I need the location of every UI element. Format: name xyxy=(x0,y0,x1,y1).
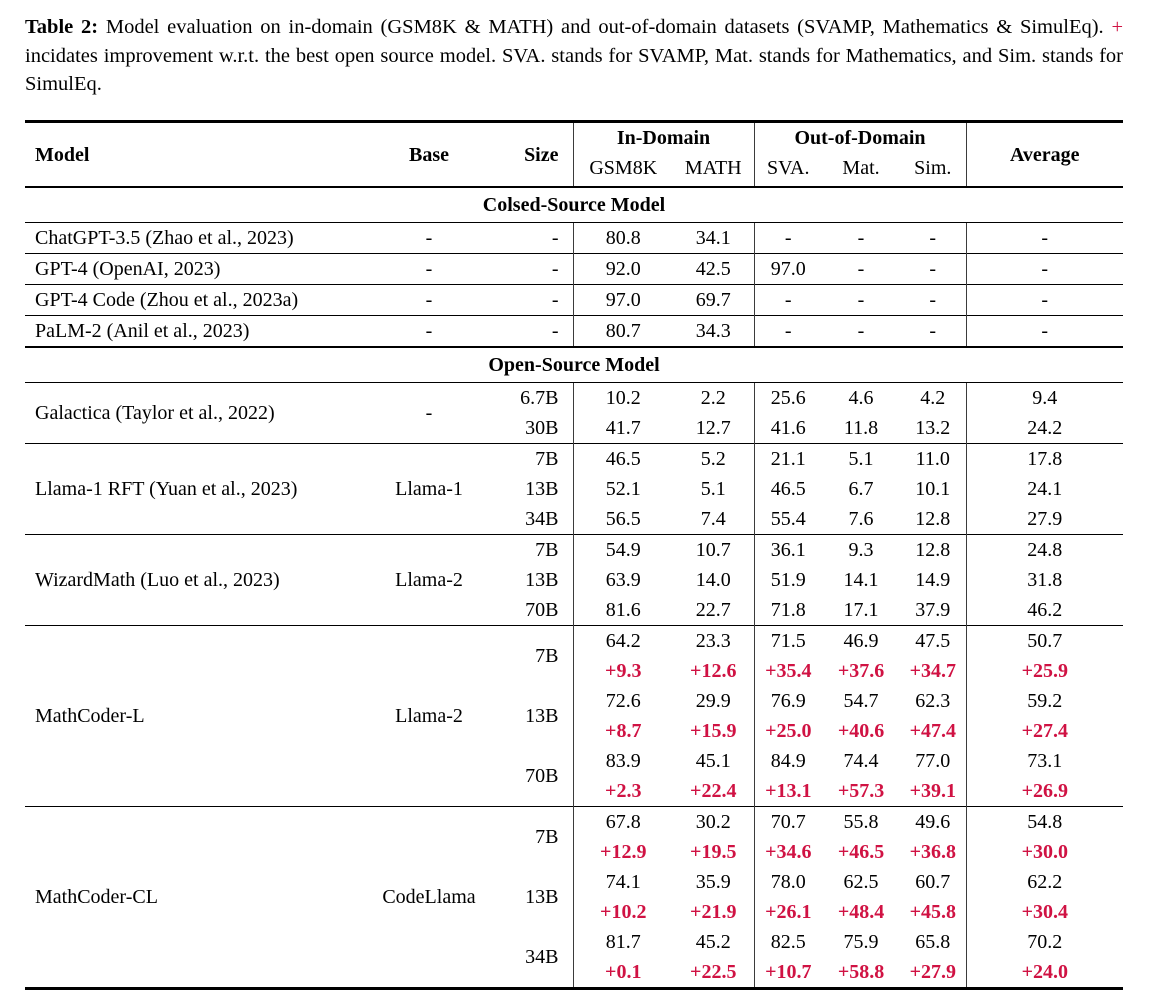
size-cell: 13B xyxy=(525,569,559,592)
score-cell: 21.1 xyxy=(754,444,822,475)
model-name-cell: WizardMath (Luo et al., 2023) xyxy=(25,535,373,626)
caption-label: Table 2: xyxy=(25,16,99,38)
score-cell: 97.0 xyxy=(573,285,673,316)
base-model-cell: - xyxy=(373,254,485,285)
model-name-cell: MathCoder-L xyxy=(25,626,373,807)
score-cell: 73.1 xyxy=(966,746,1123,776)
improvement-cell: +35.4 xyxy=(754,656,822,686)
model-name-cell: GPT-4 (OpenAI, 2023) xyxy=(25,254,373,285)
score-cell: 81.6 xyxy=(573,595,673,626)
score-cell: 5.2 xyxy=(673,444,754,475)
section-header-row xyxy=(25,347,1123,383)
size-cell: - xyxy=(485,223,573,254)
table-row xyxy=(25,535,1123,566)
header-base: Base xyxy=(409,143,449,166)
score-cell: 55.8 xyxy=(822,807,900,838)
header-simuleq: Sim. xyxy=(914,157,952,180)
header-size: Size xyxy=(524,143,559,166)
size-cell: - xyxy=(485,254,573,285)
score-cell: 56.5 xyxy=(573,504,673,535)
score-cell: 45.2 xyxy=(695,931,731,954)
score-cell: 71.5 xyxy=(754,626,822,657)
score-cell: 5.1 xyxy=(700,478,726,501)
score-cell: 63.9 xyxy=(573,565,673,595)
score-cell: - xyxy=(822,316,900,348)
score-cell: 10.1 xyxy=(915,478,951,501)
size-cell: 34B xyxy=(525,946,559,969)
section-header-row xyxy=(25,187,1123,223)
score-cell: 59.2 xyxy=(966,686,1123,716)
size-cell: 70B xyxy=(525,599,559,622)
score-cell: - xyxy=(900,254,966,285)
caption-text-after: incidates improvement w.r.t. the best open source model. SVA. stands for SVAMP, Mat. stands for Mathematics, and Sim. stands for SimulEq. xyxy=(25,44,1123,96)
score-cell: 24.8 xyxy=(966,535,1123,566)
score-cell: - xyxy=(900,285,966,316)
size-cell: 13B xyxy=(525,478,559,501)
score-cell: 92.0 xyxy=(573,254,673,285)
score-cell: 51.9 xyxy=(754,565,822,595)
score-cell: 14.0 xyxy=(695,569,731,592)
size-cell: - xyxy=(485,285,573,316)
score-cell: 72.6 xyxy=(573,686,673,716)
score-cell: 7.6 xyxy=(848,508,874,531)
header-out-of-domain: Out-of-Domain xyxy=(754,122,966,154)
improvement-cell: +34.6 xyxy=(754,837,822,867)
score-cell: 54.9 xyxy=(573,535,673,566)
base-model-cell: - xyxy=(373,316,485,348)
score-cell: 27.9 xyxy=(966,504,1123,535)
score-cell: 71.8 xyxy=(754,595,822,626)
score-cell: 17.1 xyxy=(843,599,879,622)
score-cell: 7.4 xyxy=(700,508,726,531)
score-cell: 41.7 xyxy=(573,413,673,444)
model-name-cell: ChatGPT-3.5 (Zhao et al., 2023) xyxy=(25,223,373,254)
score-cell: 46.9 xyxy=(822,626,900,657)
score-cell: 69.7 xyxy=(673,285,754,316)
improvement-cell: +21.9 xyxy=(690,901,737,924)
table-row xyxy=(25,444,1123,475)
score-cell: - xyxy=(966,316,1123,348)
score-cell: 46.2 xyxy=(966,595,1123,626)
improvement-cell: +48.4 xyxy=(837,901,885,924)
improvement-cell: +0.1 xyxy=(573,957,673,989)
improvement-cell: +37.6 xyxy=(837,660,885,683)
score-cell: 52.1 xyxy=(573,474,673,504)
score-cell: 11.8 xyxy=(843,417,879,440)
improvement-cell: +40.6 xyxy=(837,720,885,743)
score-cell: 4.2 xyxy=(900,383,966,414)
improvement-cell: +25.9 xyxy=(966,656,1123,686)
score-cell: - xyxy=(966,285,1123,316)
improvement-cell: +46.5 xyxy=(837,841,885,864)
score-cell: 12.8 xyxy=(915,508,951,531)
score-cell: 30.2 xyxy=(673,807,754,838)
improvement-cell: +9.3 xyxy=(573,656,673,686)
score-cell: 80.7 xyxy=(573,316,673,348)
section-title: Open-Source Model xyxy=(25,347,1123,383)
score-cell: - xyxy=(754,223,822,254)
score-cell: 2.2 xyxy=(673,383,754,414)
score-cell: 10.7 xyxy=(673,535,754,566)
improvement-cell: +8.7 xyxy=(573,716,673,746)
score-cell: 9.3 xyxy=(822,535,900,566)
improvement-cell: +30.0 xyxy=(966,837,1123,867)
score-cell: - xyxy=(822,223,900,254)
score-cell: 76.9 xyxy=(754,686,822,716)
score-cell: 14.1 xyxy=(843,569,879,592)
score-cell: 36.1 xyxy=(754,535,822,566)
improvement-cell: +26.9 xyxy=(966,776,1123,807)
table-caption xyxy=(25,13,1123,99)
score-cell: 11.0 xyxy=(900,444,966,475)
score-cell: 34.3 xyxy=(673,316,754,348)
results-table xyxy=(25,120,1123,990)
base-model-cell: - xyxy=(373,383,485,444)
score-cell: 37.9 xyxy=(915,599,951,622)
score-cell: 83.9 xyxy=(573,746,673,776)
score-cell: 31.8 xyxy=(966,565,1123,595)
model-name-cell: MathCoder-CL xyxy=(25,807,373,989)
score-cell: 46.5 xyxy=(754,474,822,504)
score-cell: - xyxy=(754,285,822,316)
improvement-cell: +10.2 xyxy=(573,897,673,927)
model-name-cell: Llama-1 RFT (Yuan et al., 2023) xyxy=(25,444,373,535)
size-cell: 30B xyxy=(525,417,559,440)
improvement-cell: +47.4 xyxy=(909,720,956,743)
header-svamp: SVA. xyxy=(754,153,822,187)
improvement-cell: +2.3 xyxy=(573,776,673,807)
score-cell: 64.2 xyxy=(573,626,673,657)
score-cell: 50.7 xyxy=(966,626,1123,657)
score-cell: 12.7 xyxy=(695,417,731,440)
score-cell: - xyxy=(900,316,966,348)
table-row xyxy=(25,383,1123,414)
score-cell: 46.5 xyxy=(573,444,673,475)
size-cell: 7B xyxy=(485,807,573,868)
score-cell: 81.7 xyxy=(573,927,673,957)
score-cell: - xyxy=(900,223,966,254)
table-row xyxy=(25,626,1123,657)
size-cell: 7B xyxy=(485,535,573,566)
improvement-cell: +39.1 xyxy=(909,780,956,803)
improvement-cell: +22.5 xyxy=(690,961,737,984)
base-model-cell: Llama-1 xyxy=(373,444,485,535)
score-cell: 10.2 xyxy=(573,383,673,414)
improvement-cell: +58.8 xyxy=(837,961,885,984)
header-model: Model xyxy=(35,143,90,166)
score-cell: 25.6 xyxy=(754,383,822,414)
score-cell: 23.3 xyxy=(673,626,754,657)
plus-sign: + xyxy=(1111,16,1124,38)
score-cell: - xyxy=(822,285,900,316)
score-cell: 49.6 xyxy=(900,807,966,838)
size-cell: 34B xyxy=(525,508,559,531)
score-cell: - xyxy=(822,254,900,285)
score-cell: 67.8 xyxy=(573,807,673,838)
score-cell: 24.1 xyxy=(966,474,1123,504)
header-gsm8k: GSM8K xyxy=(573,153,673,187)
score-cell: 42.5 xyxy=(673,254,754,285)
score-cell: 74.4 xyxy=(843,750,879,773)
improvement-cell: +57.3 xyxy=(837,780,885,803)
table-row xyxy=(25,807,1123,838)
improvement-cell: +34.7 xyxy=(909,660,956,683)
improvement-cell: +12.6 xyxy=(690,660,737,683)
score-cell: 77.0 xyxy=(915,750,951,773)
score-cell: 84.9 xyxy=(754,746,822,776)
table-body xyxy=(25,187,1123,989)
score-cell: 45.1 xyxy=(695,750,731,773)
score-cell: - xyxy=(966,223,1123,254)
model-name-cell: GPT-4 Code (Zhou et al., 2023a) xyxy=(25,285,373,316)
base-model-cell: Llama-2 xyxy=(373,535,485,626)
score-cell: 62.3 xyxy=(915,690,951,713)
base-model-cell: - xyxy=(373,285,485,316)
score-cell: 70.2 xyxy=(966,927,1123,957)
size-cell: 6.7B xyxy=(485,383,573,414)
improvement-cell: +36.8 xyxy=(909,841,956,864)
score-cell: 35.9 xyxy=(695,871,731,894)
improvement-cell: +13.1 xyxy=(754,776,822,807)
score-cell: 4.6 xyxy=(822,383,900,414)
caption-text-before: Model evaluation on in-domain (GSM8K & MATH) and out-of-domain datasets (SVAMP, Mathematics & SimulEq). xyxy=(105,16,1104,38)
score-cell: 5.1 xyxy=(822,444,900,475)
improvement-cell: +22.4 xyxy=(690,780,737,803)
table-row xyxy=(25,285,1123,316)
score-cell: 47.5 xyxy=(900,626,966,657)
improvement-cell: +30.4 xyxy=(966,897,1123,927)
improvement-cell: +10.7 xyxy=(754,957,822,989)
score-cell: 55.4 xyxy=(754,504,822,535)
score-cell: 9.4 xyxy=(966,383,1123,414)
score-cell: 54.8 xyxy=(966,807,1123,838)
improvement-cell: +27.4 xyxy=(966,716,1123,746)
score-cell: 78.0 xyxy=(754,867,822,897)
score-cell: 6.7 xyxy=(848,478,874,501)
score-cell: 17.8 xyxy=(966,444,1123,475)
score-cell: 60.7 xyxy=(915,871,951,894)
score-cell: - xyxy=(966,254,1123,285)
score-cell: 14.9 xyxy=(915,569,951,592)
score-cell: 54.7 xyxy=(843,690,879,713)
score-cell: 62.2 xyxy=(966,867,1123,897)
score-cell: 41.6 xyxy=(754,413,822,444)
score-cell: 22.7 xyxy=(695,599,731,622)
base-model-cell: CodeLlama xyxy=(373,807,485,989)
score-cell: 12.8 xyxy=(900,535,966,566)
size-cell: 7B xyxy=(485,444,573,475)
header-average: Average xyxy=(966,122,1123,188)
base-model-cell: Llama-2 xyxy=(373,626,485,807)
score-cell: 34.1 xyxy=(673,223,754,254)
score-cell: 97.0 xyxy=(754,254,822,285)
score-cell: 24.2 xyxy=(966,413,1123,444)
improvement-cell: +27.9 xyxy=(909,961,956,984)
table-row xyxy=(25,316,1123,348)
header-mathematics: Mat. xyxy=(842,157,880,180)
size-cell: 13B xyxy=(525,705,559,728)
score-cell: 62.5 xyxy=(843,871,879,894)
improvement-cell: +26.1 xyxy=(754,897,822,927)
score-cell: 75.9 xyxy=(843,931,879,954)
base-model-cell: - xyxy=(373,223,485,254)
improvement-cell: +24.0 xyxy=(966,957,1123,989)
size-cell: - xyxy=(485,316,573,348)
improvement-cell: +25.0 xyxy=(754,716,822,746)
score-cell: 70.7 xyxy=(754,807,822,838)
section-title: Colsed-Source Model xyxy=(25,187,1123,223)
improvement-cell: +12.9 xyxy=(573,837,673,867)
score-cell: 65.8 xyxy=(915,931,951,954)
score-cell: 74.1 xyxy=(573,867,673,897)
table-row xyxy=(25,223,1123,254)
size-cell: 13B xyxy=(525,886,559,909)
model-name-cell: Galactica (Taylor et al., 2022) xyxy=(25,383,373,444)
score-cell: 82.5 xyxy=(754,927,822,957)
improvement-cell: +19.5 xyxy=(690,841,737,864)
size-cell: 7B xyxy=(485,626,573,687)
improvement-cell: +45.8 xyxy=(909,901,956,924)
size-cell: 70B xyxy=(525,765,559,788)
score-cell: 29.9 xyxy=(695,690,731,713)
score-cell: 13.2 xyxy=(915,417,951,440)
score-cell: - xyxy=(754,316,822,348)
header-math: MATH xyxy=(684,157,742,180)
table-header xyxy=(25,122,1123,188)
table-row xyxy=(25,254,1123,285)
model-name-cell: PaLM-2 (Anil et al., 2023) xyxy=(25,316,373,348)
score-cell: 80.8 xyxy=(573,223,673,254)
improvement-cell: +15.9 xyxy=(690,720,737,743)
header-in-domain: In-Domain xyxy=(573,122,754,154)
